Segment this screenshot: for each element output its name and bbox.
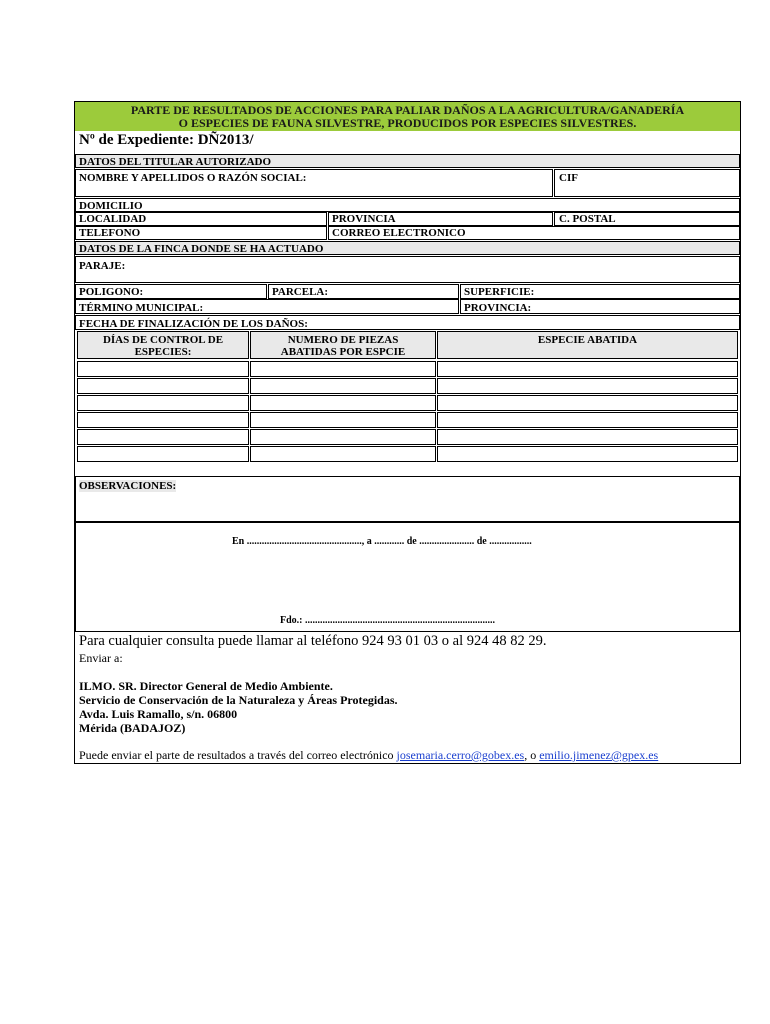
paraje-label: PARAJE: [79, 260, 126, 272]
table-cell[interactable] [250, 412, 436, 428]
superficie-label: SUPERFICIE: [464, 286, 535, 298]
form-header [75, 102, 740, 131]
lugar-fecha-line: En .............................................., a ............ de ...................... de ................. [232, 536, 532, 547]
fecha-label: FECHA DE FINALIZACIÓN DE LOS DAÑOS: [79, 318, 308, 330]
table-cell[interactable] [437, 446, 738, 462]
table-cell[interactable] [77, 446, 249, 462]
table-cell[interactable] [437, 395, 738, 411]
table-cell[interactable] [77, 429, 249, 445]
provincia-label: PROVINCIA [332, 213, 396, 225]
termino-label: TÉRMINO MUNICIPAL: [79, 302, 204, 314]
table-cell[interactable] [437, 412, 738, 428]
address-line-1: ILMO. SR. Director General de Medio Ambiente. [79, 679, 333, 693]
firma-line: Fdo.: ............................................................................ [280, 615, 495, 626]
header-line-1: PARTE DE RESULTADOS DE ACCIONES PARA PALIAR DAÑOS A LA AGRICULTURA/GANADERÍA [130, 103, 685, 117]
parcela-label: PARCELA: [272, 286, 329, 298]
expediente-label: Nº de Expediente: DÑ2013/ [79, 132, 254, 148]
address-line-2: Servicio de Conservación de la Naturaleza y Áreas Protegidas. [79, 693, 398, 707]
results-form [74, 101, 741, 764]
finca-section-title: DATOS DE LA FINCA DONDE SE HA ACTUADO [79, 243, 324, 255]
col-piezas-header [250, 331, 436, 359]
cif-label: CIF [559, 172, 578, 184]
col-especie-header [437, 331, 738, 359]
nombre-label: NOMBRE Y APELLIDOS O RAZÓN SOCIAL: [79, 172, 307, 184]
table-cell[interactable] [437, 378, 738, 394]
table-cell[interactable] [250, 429, 436, 445]
correo-label: CORREO ELECTRONICO [332, 227, 466, 239]
enviar-label: Enviar a: [79, 651, 123, 665]
table-cell[interactable] [77, 395, 249, 411]
cif-field[interactable] [554, 169, 740, 197]
table-cell[interactable] [250, 361, 436, 377]
finca-provincia-label: PROVINCIA: [464, 302, 532, 314]
col-dias-header [77, 331, 249, 359]
col-especie-label: ESPECIE ABATIDA [537, 334, 638, 346]
telefono-label: TELEFONO [79, 227, 141, 239]
poligono-label: POLIGONO: [79, 286, 144, 298]
address-block [79, 679, 398, 735]
consulta-text: Para cualquier consulta puede llamar al teléfono 924 93 01 03 o al 924 48 82 29. [79, 633, 547, 649]
cpostal-label: C. POSTAL [559, 213, 616, 225]
col-dias-line-2: ESPECIES: [134, 346, 192, 358]
domicilio-label: DOMICILIO [79, 200, 143, 212]
col-dias-line-1: DÍAS DE CONTROL DE [102, 334, 224, 346]
table-cell[interactable] [250, 395, 436, 411]
table-cell[interactable] [250, 446, 436, 462]
email-separator: , o [524, 748, 537, 762]
domicilio-field[interactable] [75, 198, 740, 212]
paraje-field[interactable] [75, 256, 740, 283]
email-link-2[interactable]: emilio.jimenez@gpex.es [539, 748, 659, 762]
email-intro: Puede enviar el parte de resultados a través del correo electrónico [79, 748, 394, 762]
table-cell[interactable] [77, 412, 249, 428]
table-cell[interactable] [437, 429, 738, 445]
col-piezas-line-2: ABATIDAS POR ESPCIE [280, 346, 406, 358]
table-cell[interactable] [77, 378, 249, 394]
table-cell[interactable] [250, 378, 436, 394]
email-line [79, 748, 658, 763]
email-link-1[interactable]: josemaria.cerro@gobex.es [396, 748, 525, 762]
table-cell[interactable] [437, 361, 738, 377]
header-line-2: O ESPECIES DE FAUNA SILVESTRE, PRODUCIDOS POR ESPECIES SILVESTRES. [178, 116, 637, 130]
table-cell[interactable] [77, 361, 249, 377]
localidad-label: LOCALIDAD [79, 213, 147, 225]
address-line-3: Avda. Luis Ramallo, s/n. 06800 [79, 707, 238, 721]
titular-section-title: DATOS DEL TITULAR AUTORIZADO [79, 156, 272, 168]
col-piezas-line-1: NUMERO DE PIEZAS [287, 334, 399, 346]
address-line-4: Mérida (BADAJOZ) [79, 721, 186, 735]
observaciones-label: OBSERVACIONES: [79, 480, 177, 492]
